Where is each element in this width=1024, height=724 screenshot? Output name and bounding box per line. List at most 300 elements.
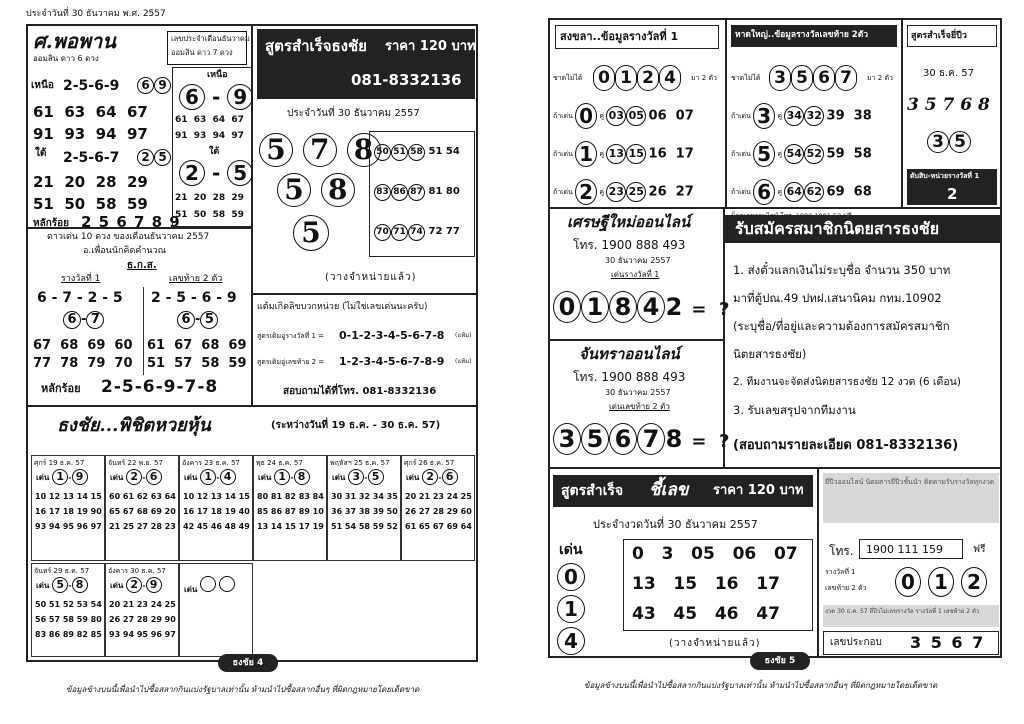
pair-2-4: 81 xyxy=(428,186,443,197)
jantra-digit-4: 7 xyxy=(637,423,665,455)
yipeew-date: 30 ธ.ค. 57 xyxy=(923,68,974,79)
jantra-tail: = ? xyxy=(691,431,730,452)
pair-word: คู่ xyxy=(599,188,605,196)
jilek-title: สูตรสำเร็จ xyxy=(561,483,624,499)
jantra-sub: เด่นเลขท้าย 2 ตัว xyxy=(609,402,670,411)
tip-line1-label: สูตรเดิมอู่รางวัลที่ 1 = xyxy=(257,332,325,340)
sale-note: (วางจำหน่ายแล้ว) xyxy=(325,272,417,283)
jilek-lead-1: 0 xyxy=(557,563,585,591)
yipeew-title-box xyxy=(907,25,997,47)
left-page-badge-label: ธงชัย 4 xyxy=(232,658,264,668)
pairs-row-1 xyxy=(374,144,460,161)
stars-hundreds-value: 2-5-6-9-7-8 xyxy=(101,377,219,397)
pair-3-1: 70 xyxy=(374,224,391,241)
jilek-row-3: 43 45 46 47 xyxy=(632,604,780,624)
brand-title: ศ.พอพาน xyxy=(33,29,116,53)
lower-set: 2-5-6-7 xyxy=(63,150,120,166)
member-line-2: มาที่ตู้ปณ.49 ปทฝ.เสนานิคม กทม.10902 xyxy=(733,291,942,305)
upper-set: 2-5-6-9 xyxy=(63,78,120,94)
lead-word: ถ้าเด่น xyxy=(553,188,573,196)
member-line-6: 3. รับเลขสรุปจากทีมงาน xyxy=(733,403,856,417)
yipeew-phone: 1900 111 159 xyxy=(866,543,943,556)
yipeew-badge xyxy=(907,169,997,205)
lower-pick-a: 2 xyxy=(137,149,154,166)
jantra-digit-5: 8 xyxy=(665,425,683,453)
jantra-date: 30 ธันวาคม 2557 xyxy=(605,388,671,397)
stock-card-3-nums: 10 12 13 14 15 16 17 18 19 40 42 45 46 48 49 xyxy=(183,492,250,531)
hatyai-title: หาดใหญ่..ข้อมูลรางวัลเลขท้าย 2ตัว xyxy=(735,30,868,40)
jilek-row-2: 13 15 16 17 xyxy=(632,574,780,594)
stars-sub: อ.เพื่อนนักคิดคำนวณ xyxy=(83,246,166,256)
hatyai-lead-1: 3 xyxy=(753,103,775,129)
jilek-date: ประจำงวดวันที่ 30 ธันวาคม 2557 xyxy=(593,518,758,531)
stock-card-4-nums: 80 81 82 83 84 85 86 87 89 10 13 14 15 17 19 xyxy=(257,492,324,531)
jantra-digit-3: 6 xyxy=(609,423,637,455)
member-line-1: 1. ส่งตั๋วแลกเงินไม่ระบุชื่อ จำนวน 350 บาท xyxy=(733,263,951,277)
stock-card-4-a: 1 xyxy=(274,469,290,485)
songkhla-row-2 xyxy=(553,141,694,167)
jantra-digit-1: 3 xyxy=(553,423,581,455)
mid-lower-label: ใต้ xyxy=(209,147,220,157)
hatyai-row-1 xyxy=(731,103,872,129)
pair-1-2: 51 xyxy=(391,144,408,161)
pair-3-5: 77 xyxy=(445,226,460,237)
lead-word: ถ้าเด่น xyxy=(731,188,751,196)
pair-3-4: 72 xyxy=(428,226,443,237)
hatyai-pair-2b: 52 xyxy=(804,144,824,164)
songkhla-pair-1a: 03 xyxy=(606,106,626,126)
stock-card-7 xyxy=(31,563,105,657)
big-digit-2: 7 xyxy=(303,133,337,167)
hatyai-pair-3a: 64 xyxy=(784,182,804,202)
lead-word: ถ้าเด่น xyxy=(731,150,751,158)
setthi-box xyxy=(548,208,730,340)
stock-card-1 xyxy=(31,455,105,561)
monthly-sub: ออมสิน ดาว 7 ดวง xyxy=(171,48,233,57)
stock-card-1-pick: เด่น 1 - 9 xyxy=(36,469,88,485)
stock-card-3 xyxy=(179,455,253,561)
pair-3-2: 71 xyxy=(391,224,408,241)
stock-box xyxy=(26,406,478,662)
stars-box xyxy=(26,228,252,406)
hatyai-cut-tail: มา 2 ตัว xyxy=(867,74,893,82)
stock-card-2-pick: เด่น 2 - 6 xyxy=(110,469,162,485)
yipeew-note: งวด 30 ธ.ค. 57 ยี่ปีวไม่เลขรางวัล รางวัลที่ 1 เลขท้าย 2 ตัว xyxy=(825,608,980,615)
lower-pick xyxy=(137,149,171,166)
songkhla-lead-1: 0 xyxy=(575,103,597,129)
songkhla-pair-2b: 15 xyxy=(626,144,646,164)
hatyai-rest-2: 59 58 xyxy=(826,146,872,162)
empty-lead-label: เด่น xyxy=(184,585,198,594)
yipeew-badge-value: 2 xyxy=(947,185,958,203)
hatyai-cut-2: 5 xyxy=(791,65,813,91)
jilek-lead-2: 1 xyxy=(557,595,585,623)
hundreds-label: หลักร้อย xyxy=(33,218,70,229)
songkhla-pair-2a: 13 xyxy=(606,144,626,164)
songkhla-row-3 xyxy=(553,179,694,205)
yipeew-note-box xyxy=(823,605,999,627)
stock-card-5-pick: เด่น 3 - 5 xyxy=(332,469,384,485)
tip-contact: สอบถามได้ที่โทร. 081-8332136 xyxy=(283,386,437,397)
member-title: รับสมัครสมาชิกนิตยสารธงชัย xyxy=(735,219,940,238)
stock-card-7-pick: เด่น 5 - 8 xyxy=(36,577,88,593)
stock-card-3-pick: เด่น 1 - 4 xyxy=(184,469,236,485)
left-footer: ข้อมูลข้างบนนี้เพื่อนำไปซื้อสลากกินแบ่งรัฐบาลเท่านั้น ห้ามนำไปซื้อสลากอื่นๆ ที่ผิดกฎหมายโดยเด็ดขาด xyxy=(66,685,420,694)
jantra-digit-2: 5 xyxy=(581,423,609,455)
yipeew-online-digit-3: 2 xyxy=(961,567,987,597)
pair-1-3: 58 xyxy=(408,144,425,161)
jilek-lead-3: 4 xyxy=(557,627,585,655)
stock-card-6-nums: 20 21 23 24 25 26 27 28 29 60 61 65 67 69 64 xyxy=(405,492,472,531)
songkhla-cut-tail: มา 2 ตัว xyxy=(691,74,717,82)
yipeew-r1-label: รางวัลที่ 1 xyxy=(825,568,856,576)
stock-card-4-pick: เด่น 1 - 8 xyxy=(258,469,310,485)
yipeew-phone-box xyxy=(859,539,963,559)
lead-label: เด่น xyxy=(36,581,50,590)
pair-word: คู่ xyxy=(777,150,783,158)
header-date: ประจำวันที่ 30 ธันวาคม พ.ศ. 2557 xyxy=(26,9,166,19)
formula-date: ประจำวันที่ 30 ธันวาคม 2557 xyxy=(287,108,420,119)
jilek-grid xyxy=(623,539,813,631)
yipeew-phone-label: โทร. xyxy=(829,544,854,558)
last2-pick: 6 - 5 xyxy=(177,311,218,329)
setthi-date: 30 ธันวาคม 2557 xyxy=(605,256,671,265)
hundreds-value: 2 5 6 7 8 9 xyxy=(81,213,181,231)
stock-card-1-a: 1 xyxy=(52,469,68,485)
pairs-row-3 xyxy=(374,224,460,241)
lead-label: เด่น xyxy=(332,473,346,482)
stars-group: ธ.ก.ส. xyxy=(127,260,157,271)
left-page xyxy=(22,6,482,718)
yipeew-online-digit-2: 1 xyxy=(928,567,954,597)
stock-card-5 xyxy=(327,455,401,561)
stock-card-7-head: จันทร์ 29 ธ.ค. 57 xyxy=(34,567,90,575)
stock-card-5-b: 5 xyxy=(368,469,384,485)
yipeew-phone-tail: ฟรี xyxy=(973,544,986,555)
pair-3-3: 74 xyxy=(408,224,425,241)
big-digits-row1 xyxy=(259,133,381,167)
last2-set: 2 - 5 - 6 - 9 xyxy=(151,290,237,306)
setthi-tail: = ? xyxy=(691,299,730,320)
songkhla-cut-4: 4 xyxy=(659,65,681,91)
last2-pick-a: 6 xyxy=(177,311,195,329)
hatyai-row-3 xyxy=(731,179,872,205)
hatyai-rest-3: 69 68 xyxy=(826,184,872,200)
yipeew-online-text-box xyxy=(823,473,999,523)
monthly-box xyxy=(167,31,250,65)
hatyai-lead-3: 6 xyxy=(753,179,775,205)
setthi-title: เศรษฐีใหม่ออนไลน์ xyxy=(567,213,691,231)
stock-card-8 xyxy=(105,563,179,657)
songkhla-row-1 xyxy=(553,103,694,129)
left-page-badge xyxy=(218,654,278,672)
jilek-row-1: 0 3 05 06 07 xyxy=(632,544,798,564)
setthi-phone: โทร. 1900 888 493 xyxy=(573,238,686,252)
stars-right-row-1: 61 67 68 69 xyxy=(147,338,247,353)
mid-upper-b: 9 xyxy=(227,84,253,110)
member-line-3: (ระบุชื่อ/ที่อยู่และความต้องการสมัครสมาชิก xyxy=(733,319,950,333)
stock-card-1-head: ศุกร์ 19 ธ.ค. 57 xyxy=(34,459,85,467)
yipeew-pick xyxy=(927,131,971,153)
stock-card-2-a: 2 xyxy=(126,469,142,485)
songkhla-cut-2: 1 xyxy=(615,65,637,91)
stock-card-2-head: จันทร์ 22 พ.ย. 57 xyxy=(108,459,163,467)
stock-card-8-head: อังคาร 30 ธ.ค. 57 xyxy=(108,567,166,575)
pair-word: คู่ xyxy=(599,150,605,158)
pair-2-3: 87 xyxy=(408,184,425,201)
stock-card-4-b: 8 xyxy=(294,469,310,485)
formula-title: สูตรสำเร็จธงชัย xyxy=(265,37,367,55)
stock-card-3-a: 1 xyxy=(200,469,216,485)
stock-card-6-b: 6 xyxy=(442,469,458,485)
jilek-price: ราคา 120 บาท xyxy=(713,483,804,498)
mid-lower-pick: 2 - 5 xyxy=(179,160,253,186)
yipeew-house-value: 3 5 6 7 xyxy=(910,633,986,652)
stock-title: ธงชัย...พิชิตหวยหุ้น xyxy=(57,415,211,436)
lead-label: เด่น xyxy=(110,473,124,482)
hatyai-pair-3b: 62 xyxy=(804,182,824,202)
upper-pick xyxy=(137,77,171,94)
hatyai-cut xyxy=(769,65,857,91)
stock-card-1-b: 9 xyxy=(72,469,88,485)
stock-card-7-b: 8 xyxy=(72,577,88,593)
upper-row-1: 61 63 64 67 xyxy=(33,103,148,121)
stock-card-8-pick: เด่น 2 - 9 xyxy=(110,577,162,593)
upper-pick-a: 6 xyxy=(137,77,154,94)
mid-upper-label: เหนือ xyxy=(207,70,228,80)
stock-card-2 xyxy=(105,455,179,561)
jilek-lead-label: เด่น xyxy=(559,542,583,558)
stars-left-row-2: 77 78 79 70 xyxy=(33,356,133,371)
songkhla-pair-1b: 05 xyxy=(626,106,646,126)
lead-label: เด่น xyxy=(406,473,420,482)
mid-upper-a: 6 xyxy=(179,84,205,110)
lead-label: เด่น xyxy=(110,581,124,590)
yipeew-house-label: เลขประกอบ xyxy=(830,637,882,648)
prize1-set: 6 - 7 - 2 - 5 xyxy=(37,290,123,306)
yipeew-pick-b: 5 xyxy=(949,131,971,153)
stock-card-6-head: ศุกร์ 26 ธ.ค. 57 xyxy=(404,459,455,467)
lower-row-1: 21 20 28 29 xyxy=(33,173,148,191)
big-digits-row3 xyxy=(293,215,329,251)
yipeew-online-text: ยี่ปีวออนไลน์ นิตยสารยี่ปีวชั้นนำ ติดตามรับรางวัลทุกงวด xyxy=(825,478,995,486)
pairs-row-2 xyxy=(374,184,460,201)
tip-line2: 1-2-3-4-5-6-7-8-9 xyxy=(339,355,445,368)
yipeew-house-box xyxy=(823,631,999,655)
stock-card-3-head: อังคาร 23 ธ.ค. 57 xyxy=(182,459,240,467)
hatyai-cut-4: 7 xyxy=(835,65,857,91)
tip-box xyxy=(252,294,478,406)
formula-price: ราคา 120 บาท xyxy=(385,39,476,54)
prize1-pick: 6 - 7 xyxy=(63,311,104,329)
mid-upper-row-1: 61 63 64 67 xyxy=(175,115,244,125)
songkhla-lead-2: 1 xyxy=(575,141,597,167)
hatyai-cut-label: ชาดไม่ได้ xyxy=(731,74,761,82)
stock-card-5-nums: 30 31 32 34 35 36 37 38 39 50 51 54 58 59 52 xyxy=(331,492,398,531)
mid-lower-b: 5 xyxy=(227,160,253,186)
songkhla-pair-3b: 25 xyxy=(626,182,646,202)
stock-card-8-a: 2 xyxy=(126,577,142,593)
setthi-digit-4: 4 xyxy=(637,291,665,323)
right-page-badge xyxy=(750,652,810,670)
stock-card-4-head: พุธ 24 ธ.ค. 57 xyxy=(256,459,303,467)
pairs-box xyxy=(369,131,475,257)
setthi-digits xyxy=(553,291,729,323)
stock-range: (ระหว่างวันที่ 19 ธ.ค. - 30 ธ.ค. 57) xyxy=(271,420,441,431)
hatyai-rest-1: 39 38 xyxy=(826,108,872,124)
hatyai-lead-2: 5 xyxy=(753,141,775,167)
brand-sub: ออมสิน ดาว 6 ดวง xyxy=(33,54,99,63)
lead-label: เด่น xyxy=(36,473,50,482)
empty-circle-a xyxy=(200,576,216,592)
setthi-digit-2: 1 xyxy=(581,291,609,323)
lower-row-2: 51 50 58 59 xyxy=(33,195,148,213)
formula-box xyxy=(252,24,478,294)
songkhla-cut-label: ชาดไม่ได้ xyxy=(553,74,583,82)
upper-pick-b: 9 xyxy=(154,77,171,94)
member-title-box xyxy=(725,215,1001,243)
setthi-sub: เด่นรางวัลที่ 1 xyxy=(611,270,660,279)
songkhla-rest-1: 06 07 xyxy=(648,108,694,124)
jilek-header xyxy=(553,475,813,507)
stock-card-6-pick: เด่น 2 - 6 xyxy=(406,469,458,485)
hatyai-box xyxy=(726,18,902,208)
jilek-sale: (วางจำหน่ายแล้ว) xyxy=(669,638,761,649)
stock-card-2-nums: 60 61 62 63 64 65 67 68 69 20 21 25 27 28 23 xyxy=(109,492,176,531)
hatyai-pair-1b: 32 xyxy=(804,106,824,126)
big-digits-row2 xyxy=(277,173,355,207)
right-page-badge-label: ธงชัย 5 xyxy=(764,656,796,666)
stock-card-1-nums: 10 12 13 14 15 16 17 18 19 90 93 94 95 96 97 xyxy=(35,492,102,531)
stars-hundreds-label: หลักร้อย xyxy=(41,382,81,395)
hatyai-cut-1: 3 xyxy=(769,65,791,91)
songkhla-cut-3: 2 xyxy=(637,65,659,91)
formula-header xyxy=(257,29,475,99)
last2-pick-b: 5 xyxy=(200,311,218,329)
member-box xyxy=(724,208,1002,468)
monthly-title: เลขประจำเดือนธันวาคม xyxy=(171,34,250,43)
member-line-4: นิตยสารธงชัย) xyxy=(733,347,807,361)
member-line-5: 2. ทีมงานจะจัดส่งนิตยสารธงชัย 12 งวด (6 เดือน) xyxy=(733,376,961,388)
formula-phone: 081-8332136 xyxy=(351,71,462,89)
jilek-leads xyxy=(557,563,587,655)
prize1-pick-a: 6 xyxy=(63,311,81,329)
songkhla-title: สงขลา..ข้อมูลรางวัลที่ 1 xyxy=(560,30,679,43)
pair-2-1: 83 xyxy=(374,184,391,201)
yipeew-online-digits xyxy=(895,567,987,597)
stars-title: ดาวเด่น 10 ดวง ของเดือนธันวาคม 2557 xyxy=(47,232,210,242)
yipeew-pick-a: 3 xyxy=(927,131,949,153)
songkhla-lead-3: 2 xyxy=(575,179,597,205)
lead-label: เด่น xyxy=(258,473,272,482)
last2-label: เลขท้าย 2 ตัว xyxy=(169,274,223,284)
songkhla-box xyxy=(548,18,726,208)
jantra-box xyxy=(548,340,730,468)
upper-label: เหนือ xyxy=(31,80,54,91)
stock-card-6-a: 2 xyxy=(422,469,438,485)
stock-card-2-b: 6 xyxy=(146,469,162,485)
pair-word: คู่ xyxy=(777,188,783,196)
yipeew-box xyxy=(902,18,1002,208)
stock-card-5-head: พฤหัสฯ 25 ธ.ค. 57 xyxy=(330,459,390,467)
setthi-digit-5: 2 xyxy=(665,293,683,321)
lead-label: เด่น xyxy=(184,473,198,482)
stock-card-6 xyxy=(401,455,475,561)
songkhla-rest-2: 16 17 xyxy=(648,146,694,162)
pair-word: คู่ xyxy=(599,112,605,120)
pair-1-5: 54 xyxy=(445,146,460,157)
stars-left-row-1: 67 68 69 60 xyxy=(33,338,133,353)
pair-2-2: 86 xyxy=(391,184,408,201)
stars-divider xyxy=(143,287,144,375)
mid-column xyxy=(172,67,253,227)
stars-right-row-2: 51 57 58 59 xyxy=(147,356,247,371)
yipeew-title: สูตรสำเร็จยี่ปีว xyxy=(911,31,967,41)
stock-card-4 xyxy=(253,455,327,561)
yipeew-badge-title: ดับสิบ-หน่วยรางวัลที่ 1 xyxy=(910,172,980,180)
mid-upper-pick: 6 - 9 xyxy=(179,84,253,110)
songkhla-pair-3a: 23 xyxy=(606,182,626,202)
yipeew-online-box xyxy=(818,468,1002,658)
prize1-label: รางวัลที่ 1 xyxy=(61,274,101,284)
tip-title: แต้มเกิดลิขบวกหน่วย (ไม่ใช่เลขเด่นนะครับ) xyxy=(257,302,428,312)
songkhla-cut-1: 0 xyxy=(593,65,615,91)
setthi-digit-1: 0 xyxy=(553,291,581,323)
tip-line2-label: สูตรเดิมอู่เลขท้าย 2 = xyxy=(257,358,325,366)
lower-pick-b: 5 xyxy=(154,149,171,166)
upper-row-2: 91 93 94 97 xyxy=(33,125,148,143)
empty-circle-b xyxy=(219,576,235,592)
prize1-pick-b: 7 xyxy=(86,311,104,329)
right-page xyxy=(540,6,1010,718)
stock-card-8-b: 9 xyxy=(146,577,162,593)
mid-upper-row-2: 91 93 94 97 xyxy=(175,131,244,141)
jilek-box xyxy=(548,468,818,658)
big-digit-4: 5 xyxy=(277,173,311,207)
big-digit-1: 5 xyxy=(259,133,293,167)
songkhla-title-box xyxy=(555,25,719,49)
songkhla-cut xyxy=(593,65,681,91)
pair-1-4: 51 xyxy=(428,146,443,157)
stock-card-7-nums: 50 51 52 53 54 56 57 58 59 80 83 86 89 82 85 xyxy=(35,600,102,639)
stock-card-empty-pick xyxy=(184,576,235,596)
hatyai-pair-1a: 34 xyxy=(784,106,804,126)
stock-card-5-a: 3 xyxy=(348,469,364,485)
yipeew-digits: 3 5 7 6 8 xyxy=(907,95,990,115)
pair-1-1: 50 xyxy=(374,144,391,161)
yipeew-online-digit-1: 0 xyxy=(895,567,921,597)
setthi-digit-3: 8 xyxy=(609,291,637,323)
hatyai-title-box xyxy=(731,25,897,47)
yipeew-r2-label: เลขท้าย 2 ตัว xyxy=(825,584,867,592)
pophan-box xyxy=(26,24,252,231)
hatyai-cut-3: 6 xyxy=(813,65,835,91)
tip-line1-tail: (แท้ม) xyxy=(455,332,472,339)
pair-2-5: 80 xyxy=(445,186,460,197)
lead-word: ถ้าเด่น xyxy=(553,112,573,120)
lead-word: ถ้าเด่น xyxy=(731,112,751,120)
big-digit-6: 5 xyxy=(293,215,329,251)
jantra-phone: โทร. 1900 888 493 xyxy=(573,370,686,384)
tip-line2-tail: (แท้ม) xyxy=(455,358,472,365)
tip-line1: 0-1-2-3-4-5-6-7-8 xyxy=(339,329,445,342)
stock-card-empty xyxy=(179,563,253,657)
stock-card-7-a: 5 xyxy=(52,577,68,593)
mid-lower-row-1: 21 20 28 29 xyxy=(175,193,244,203)
lead-word: ถ้าเด่น xyxy=(553,150,573,158)
pair-word: คู่ xyxy=(777,112,783,120)
big-digit-3: 8 xyxy=(347,133,381,167)
